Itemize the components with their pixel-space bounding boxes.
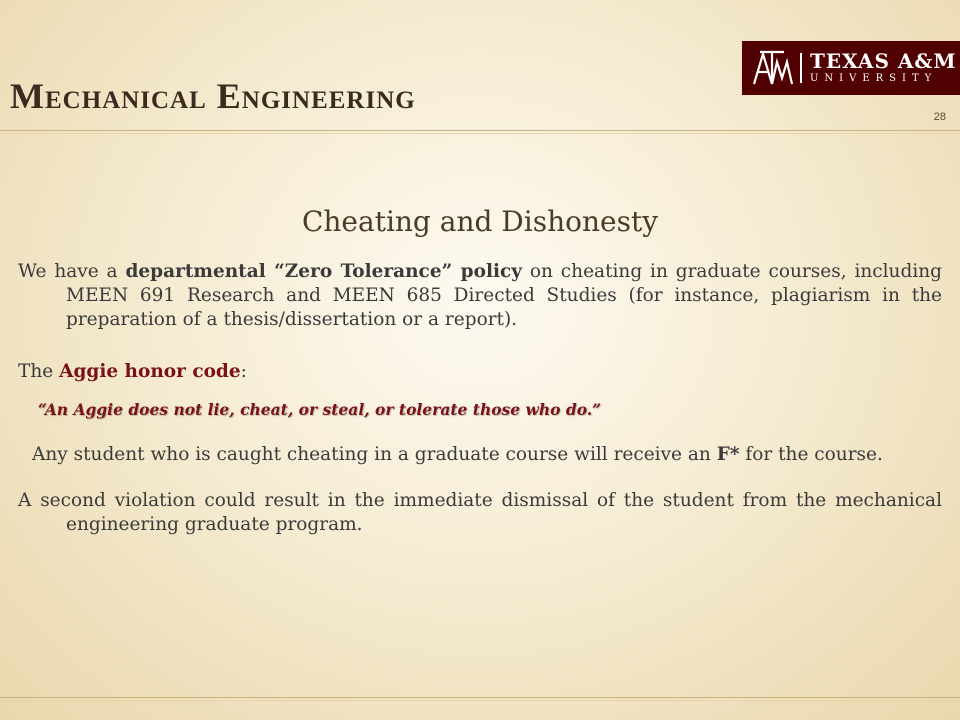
logo-divider <box>800 53 802 83</box>
failing-grade: F* <box>716 444 740 465</box>
zero-tolerance-policy: departmental “Zero Tolerance” policy <box>125 261 523 282</box>
cheating-consequence-paragraph <box>32 443 942 467</box>
footer-divider <box>0 697 960 698</box>
slide-heading: Cheating and Dishonesty <box>301 205 659 238</box>
logo-wordmark <box>810 50 957 86</box>
logo-wordmark-line2: UNIVERSITY <box>810 73 938 84</box>
texas-am-logo <box>742 41 960 95</box>
honor-code-quote: “An Aggie does not lie, cheat, or steal, or tolerate those who do.” <box>38 400 602 419</box>
department-title: Mechanical Engineering <box>10 76 416 116</box>
logo-wordmark-line1: TEXAS A&M <box>810 49 957 73</box>
consequence-text-end: for the course. <box>739 444 883 465</box>
honor-code-suffix: : <box>240 361 247 382</box>
aggie-honor-code: Aggie honor code <box>59 361 241 382</box>
header-divider <box>0 130 960 131</box>
honor-code-prefix: The <box>18 361 60 382</box>
atm-logo-mark-icon <box>750 48 794 88</box>
second-violation-paragraph: A second violation could result in the immediate dismissal of the student from the mechanical engineering graduate program. <box>18 490 942 535</box>
footer-divider-secondary <box>0 700 960 701</box>
slide-content <box>18 205 942 537</box>
header-divider-secondary <box>0 133 960 134</box>
consequence-text-start: Any student who is caught cheating in a graduate course will receive an <box>32 444 717 465</box>
policy-paragraph <box>18 260 942 332</box>
policy-text-end: on cheating in graduate courses, including MEEN 691 Research and MEEN 685 Directed Studies (for instance, plagiarism in the preparation of a thesis/dissertation or a report). <box>66 261 942 330</box>
honor-code-intro <box>18 360 942 384</box>
slide-number: 28 <box>933 111 946 123</box>
policy-text-start: We have a <box>18 261 126 282</box>
